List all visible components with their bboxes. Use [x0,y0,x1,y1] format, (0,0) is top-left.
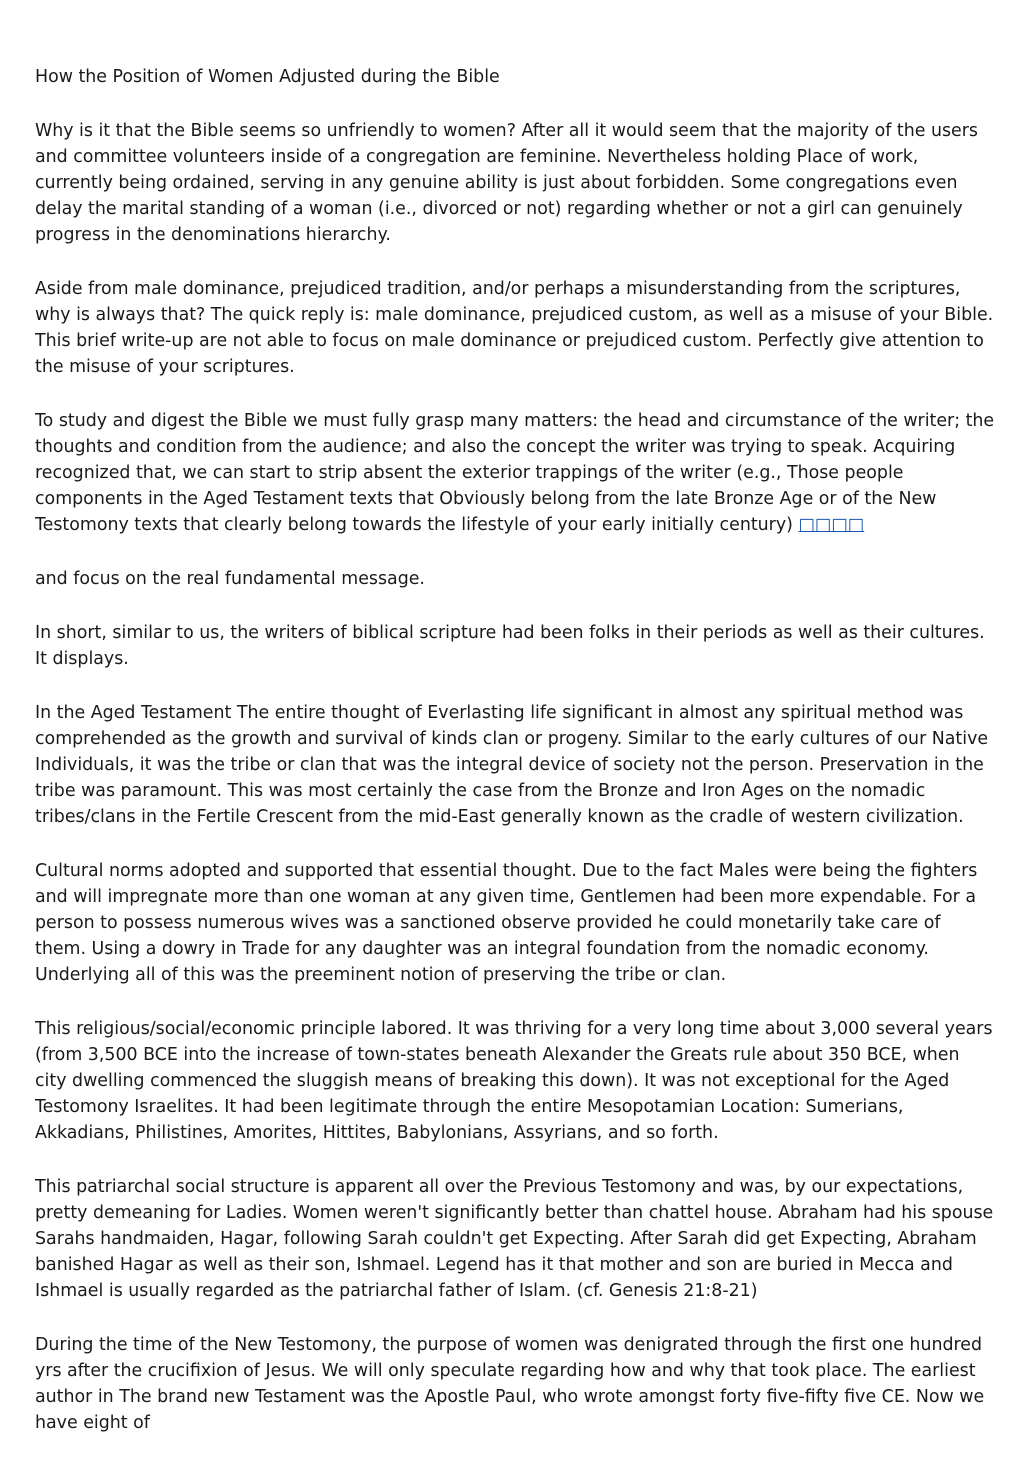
paragraph-3-text: To study and digest the Bible we must fully grasp many matters: the head and circumstance of the writer; the thoughts and condition from the audience; and also the concept the writer was trying to speak. Acquiring recognized that, we can start to strip absent the exterior trappings of the writer (e.g., Those people components in the Aged Testament texts that Obviously belong from the late Bronze Age or of the New Testomony texts that clearly belong towards the lifestyle of your early initially century) [35,411,995,535]
document-title: How the Position of Women Adjusted during the Bible [35,67,500,87]
paragraph-5: In short, similar to us, the writers of biblical scripture had been folks in their periods as well as their cultures. It displays. [35,623,985,669]
paragraph-8: This religious/social/economic principle labored. It was thriving for a very long time about 3,000 several years (from 3,500 BCE into the increase of town-states beneath Alexander the Greats rule about 350 BCE, when city dwelling commenced the sluggish means of breaking this down). It was not exceptional for the Aged Testomony Israelites. It had been legitimate through the entire Mesopotamian Location: Sumerians, Akkadians, Philistines, Amorites, Hittites, Babylonians, Assyrians, and so forth. [35,1019,993,1143]
paragraph-3 [35,408,995,538]
document-body [35,64,995,1464]
paragraph-7: Cultural norms adopted and supported that essential thought. Due to the fact Males were being the fighters and will impregnate more than one woman at any given time, Gentlemen had been more expendable. For a person to possess numerous wives was a sanctioned observe provided he could monetarily take care of them. Using a dowry in Trade for any daughter was an integral foundation from the nomadic economy. Underlying all of this was the preeminent notion of preserving the tribe or clan. [35,861,978,985]
paragraph-2: Aside from male dominance, prejudiced tradition, and/or perhaps a misunderstanding from the scriptures, why is always that? The quick reply is: male dominance, prejudiced custom, as well as a misuse of your Bible. This brief write-up are not able to focus on male dominance or prejudiced custom. Perfectly give attention to the misuse of your scriptures. [35,279,994,377]
paragraph-6: In the Aged Testament The entire thought of Everlasting life significant in almost any spiritual method was comprehended as the growth and survival of kinds clan or progeny. Similar to the early cultures of our Native Individuals, it was the tribe or clan that was the integral device of society not the person. Preservation in the tribe was paramount. This was most certainly the case from the Bronze and Iron Ages on the nomadic tribes/clans in the Fertile Crescent from the mid-East generally known as the cradle of western civilization. [35,703,989,827]
inline-link[interactable]: □□□□ [798,515,865,535]
paragraph-9: This patriarchal social structure is apparent all over the Previous Testomony and was, by our expectations, pretty demeaning for Ladies. Women weren't significantly better than chattel house. Abraham had his spouse Sarahs handmaiden, Hagar, following Sarah couldn't get Expecting. After Sarah did get Expecting, Abraham banished Hagar as well as their son, Ishmael. Legend has it that mother and son are buried in Mecca and Ishmael is usually regarded as the patriarchal father of Islam. (cf. Genesis 21:8-21) [35,1177,994,1301]
paragraph-1: Why is it that the Bible seems so unfriendly to women? After all it would seem that the majority of the users and committee volunteers inside of a congregation are feminine. Nevertheless holding Place of work, currently being ordained, serving in any genuine ability is just about forbidden. Some congregations even delay the marital standing of a woman (i.e., divorced or not) regarding whether or not a girl can genuinely progress in the denominations hierarchy. [35,121,978,245]
paragraph-4: and focus on the real fundamental message. [35,569,425,589]
paragraph-10: During the time of the New Testomony, the purpose of women was denigrated through the first one hundred yrs after the crucifixion of Jesus. We will only speculate regarding how and why that took place. The earliest author in The brand new Testament was the Apostle Paul, who wrote amongst forty five-fifty five CE. Now we have eight of [35,1335,985,1433]
